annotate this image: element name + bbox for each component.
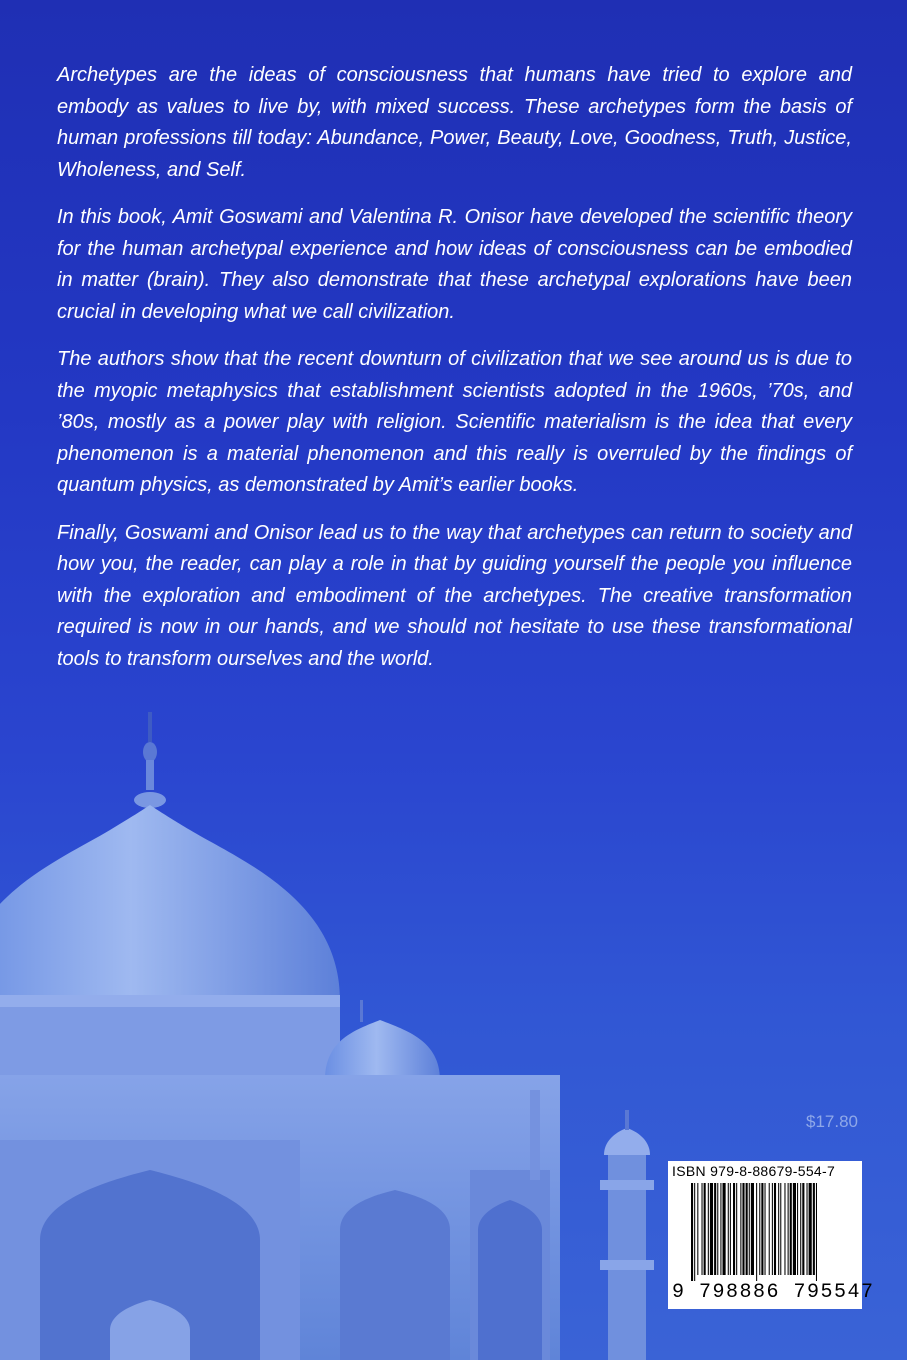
barcode-bar <box>746 1183 748 1275</box>
barcode-bar <box>793 1183 796 1275</box>
barcode-bar <box>720 1183 721 1275</box>
barcode-bar <box>742 1183 744 1275</box>
barcode-bar <box>730 1183 731 1275</box>
barcode-bar <box>702 1183 703 1275</box>
barcode-bar <box>816 1183 817 1281</box>
barcode-bar <box>765 1183 766 1275</box>
barcode-bar <box>809 1183 812 1275</box>
barcode-bar <box>784 1183 785 1275</box>
barcode-bar <box>714 1183 716 1275</box>
barcode-bar <box>740 1183 741 1275</box>
barcode-bar <box>759 1183 760 1275</box>
barcode-bar <box>778 1183 779 1275</box>
barcode-bar <box>717 1183 718 1275</box>
barcode-bar <box>800 1183 801 1275</box>
barcode-bar <box>807 1183 808 1275</box>
price-label: $17.80 <box>806 1112 858 1131</box>
barcode-bar <box>751 1183 754 1275</box>
barcode-bar <box>697 1183 698 1275</box>
barcode-bar <box>772 1183 773 1275</box>
barcode-bar <box>780 1183 781 1275</box>
isbn-barcode <box>668 1161 875 1309</box>
barcode-bar <box>710 1183 713 1275</box>
barcode-bar <box>769 1183 770 1275</box>
barcode-bar <box>749 1183 750 1275</box>
blurb-paragraph: In this book, Amit Goswami and Valentina R. Onisor have developed the scientific theory for the human archetypal experience and how ideas of consciousness can be embodied in matter (brain). They also demonstrate that these archetypal explorations have been crucial in developing what we call civilization. <box>57 206 852 323</box>
barcode-bar <box>802 1183 804 1275</box>
blurb-paragraph: Archetypes are the ideas of consciousness that humans have tried to explore and embody as values to live by, with mixed success. These archetypes form the basis of human professions till today: Abundance, Power, Beauty, Love, Goodness, Truth, Justice, Wholeness, and Self. <box>57 64 852 181</box>
barcode-bar <box>797 1183 798 1275</box>
barcode-bar <box>761 1183 763 1275</box>
back-cover-blurb <box>57 60 852 691</box>
barcode-bar <box>788 1183 789 1275</box>
barcode-bar <box>733 1183 735 1275</box>
barcode-bar <box>790 1183 792 1275</box>
barcode-bar <box>691 1183 693 1281</box>
blurb-paragraph: Finally, Goswami and Onisor lead us to the way that archetypes can return to society and how you, the reader, can play a role in that by guiding yourself the people you influence with the exploration and embodiment of the archetypes. The creative transformation required is now in our hands, and we should not hesitate to use these transformational tools to transform ourselves and the world. <box>57 521 852 670</box>
barcode-bar <box>694 1183 695 1281</box>
barcode-bar <box>704 1183 706 1275</box>
barcode-digits: 9 798886 795547 <box>672 1281 875 1304</box>
barcode-bar <box>736 1183 737 1275</box>
blurb-paragraph: The authors show that the recent downturn of civilization that we see around us is due to the myopic metaphysics that establishment scientists adopted in the 1960s, ’70s, and ’80s, mostly as a power play with religion. Scientific materialism is the idea that every phenomenon is a material phenomenon and this really is overruled by the findings of quantum physics, as demonstrated by Amit’s earlier books. <box>57 348 852 496</box>
isbn-label: ISBN 979-8-88679-554-7 <box>672 1163 836 1179</box>
barcode-bar <box>813 1183 815 1275</box>
barcode-bars <box>691 1183 851 1281</box>
barcode-bar <box>756 1183 757 1281</box>
barcode-bar <box>708 1183 709 1275</box>
barcode-bar <box>723 1183 726 1275</box>
barcode-bar <box>774 1183 776 1275</box>
barcode-bar <box>728 1183 729 1275</box>
